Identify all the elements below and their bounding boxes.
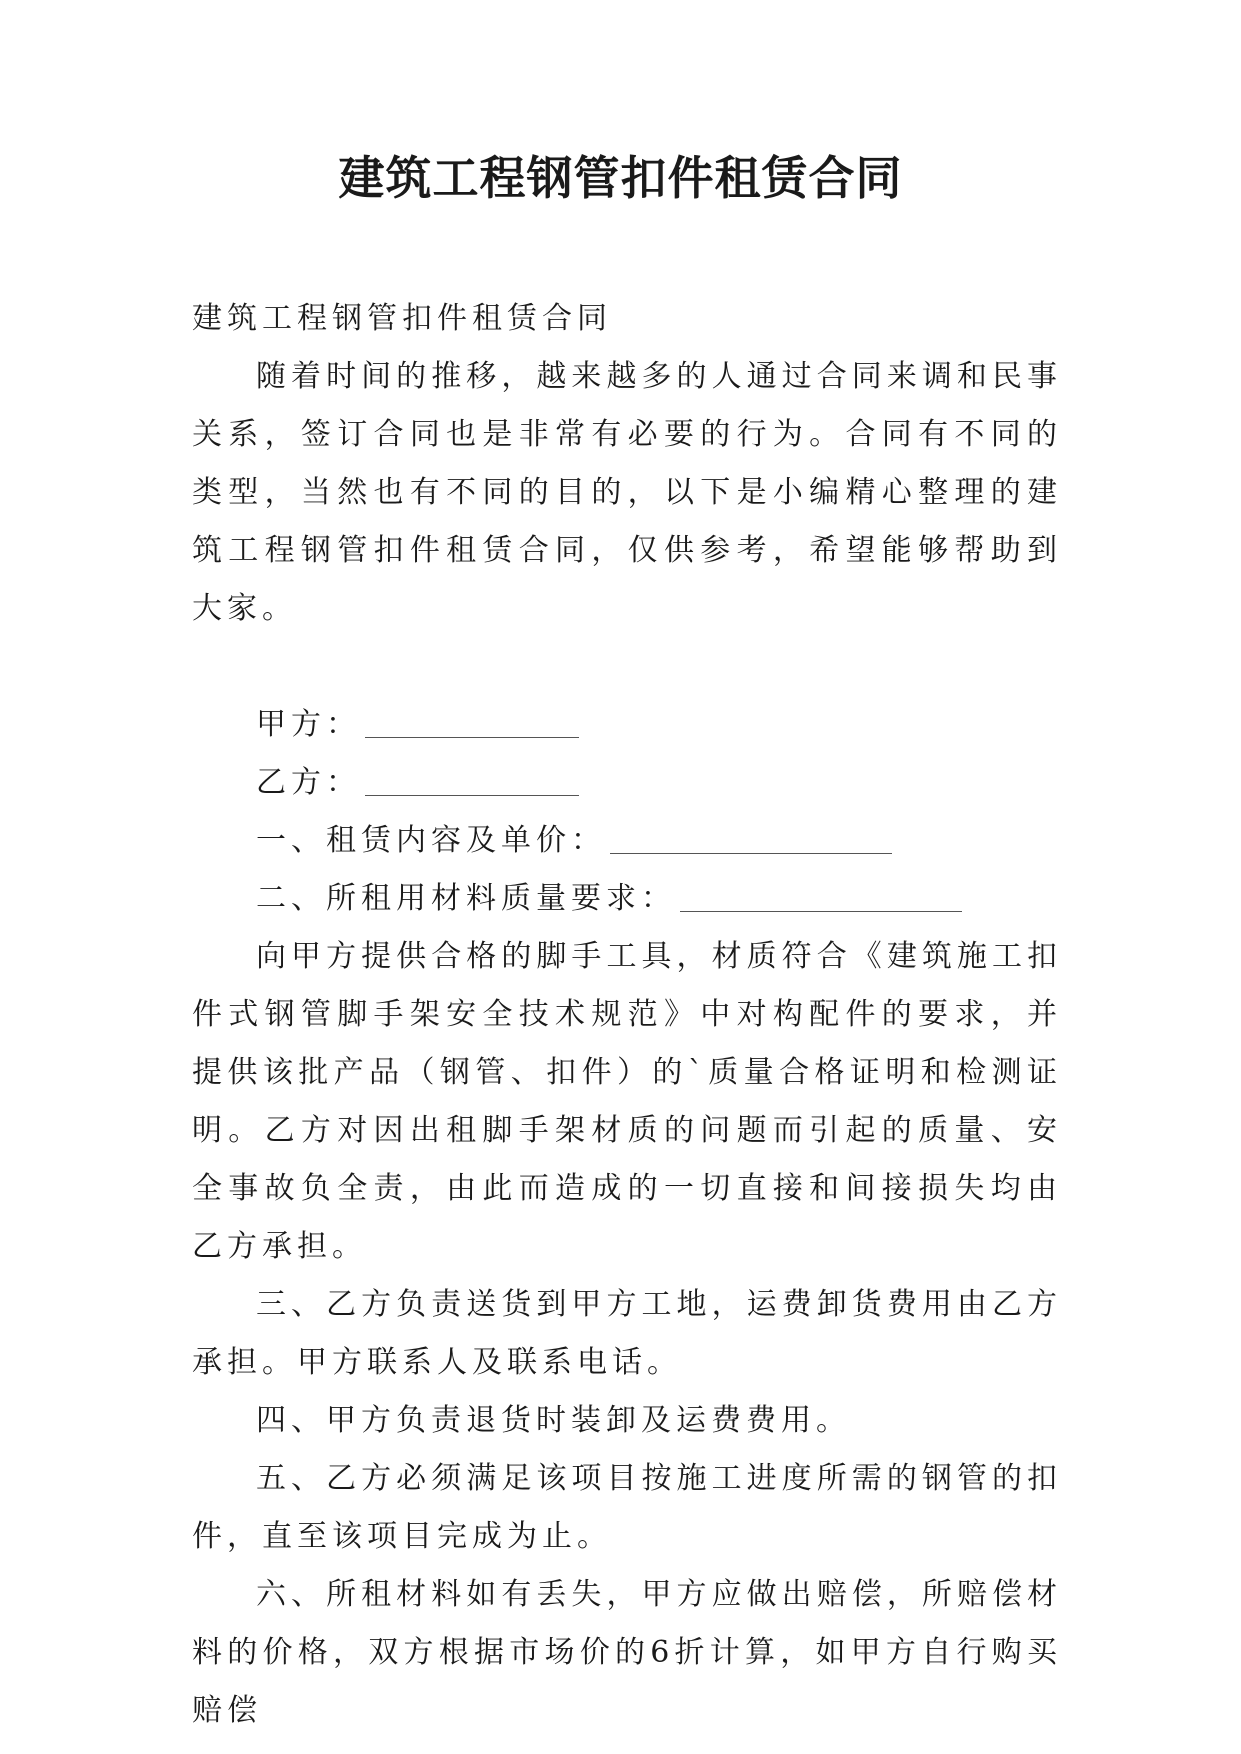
clause-2-body: 向甲方提供合格的脚手工具，材质符合《建筑施工扣件式钢管脚手架安全技术规范》中对构配件的要求，并提供该批产品（钢管、扣件）的`质量合格证明和检测证明。乙方对因出租脚手架材质的问题而引起的质量、安全事故负全责，由此而造成的一切直接和间接损失均由乙方承担。 bbox=[192, 939, 1062, 1264]
paragraph-spacer bbox=[192, 638, 1062, 696]
clause-1-line bbox=[192, 812, 1062, 870]
document-subtitle: 建筑工程钢管扣件租赁合同 bbox=[192, 301, 612, 336]
clause-2-blank[interactable] bbox=[680, 881, 962, 912]
party-b-blank[interactable] bbox=[365, 765, 579, 796]
document-body bbox=[192, 290, 1062, 1740]
clause-5: 五、乙方必须满足该项目按施工进度所需的钢管的扣件，直至该项目完成为止。 bbox=[192, 1461, 1062, 1554]
clause-1-label: 一、租赁内容及单价： bbox=[256, 823, 606, 858]
party-a-blank[interactable] bbox=[365, 707, 579, 738]
clause-3: 三、乙方负责送货到甲方工地，运费卸货费用由乙方承担。甲方联系人及联系电话。 bbox=[192, 1287, 1062, 1380]
intro-paragraph: 随着时间的推移，越来越多的人通过合同来调和民事关系，签订合同也是非常有必要的行为。合同有不同的类型，当然也有不同的目的，以下是小编精心整理的建筑工程钢管扣件租赁合同，仅供参考，希望能够帮助到大家。 bbox=[192, 359, 1062, 626]
clause-2-line bbox=[192, 870, 1062, 928]
party-a-line bbox=[192, 696, 1062, 754]
party-a-label: 甲方： bbox=[256, 707, 361, 742]
clause-6: 六、所租材料如有丢失，甲方应做出赔偿，所赔偿材料的价格，双方根据市场价的6折计算，如甲方自行购买赔偿 bbox=[192, 1577, 1062, 1728]
clause-4: 四、甲方负责退货时装卸及运费费用。 bbox=[256, 1403, 851, 1438]
clause-1-blank[interactable] bbox=[610, 823, 892, 854]
party-b-line bbox=[192, 754, 1062, 812]
clause-2-label: 二、所租用材料质量要求： bbox=[256, 881, 676, 916]
party-b-label: 乙方： bbox=[256, 765, 361, 800]
document-title: 建筑工程钢管扣件租赁合同 bbox=[338, 151, 903, 205]
